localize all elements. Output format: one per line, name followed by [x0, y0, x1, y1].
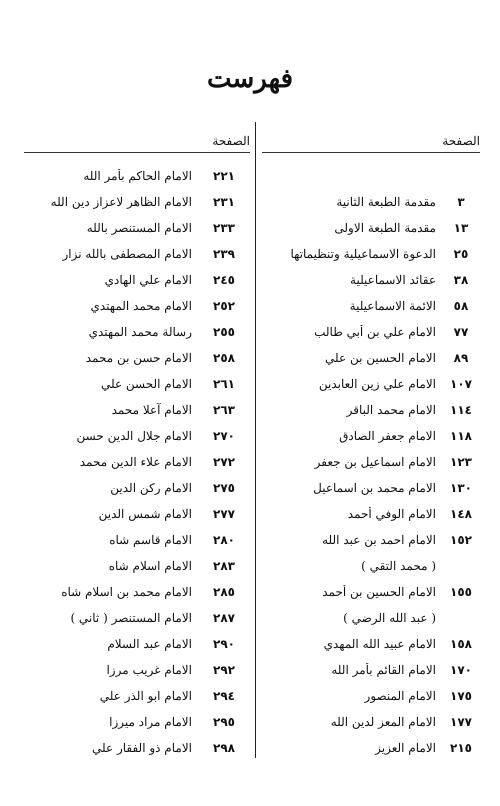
toc-page-number: ٢٥٥	[213, 325, 235, 339]
toc-entry-title: الامام اسماعيل بن جعفر	[314, 455, 436, 469]
toc-entry-title: الامام ابو الذر علي	[99, 689, 192, 703]
toc-entry	[24, 709, 250, 735]
toc-entry-title: الامام المعز لدين الله	[330, 715, 436, 729]
toc-entry-title: رسالة محمد المهتدي	[88, 325, 192, 339]
toc-entry-title: الامام احمد بن عبد الله	[322, 533, 436, 547]
toc-page-number: ٢٨٠	[213, 533, 235, 547]
toc-entry-title: الامام محمد بن اسماعيل	[313, 481, 436, 495]
toc-entry	[262, 345, 480, 371]
toc-entry	[262, 241, 480, 267]
toc-entry-title: الامام محمد الباقر	[346, 403, 436, 417]
toc-entry	[24, 241, 250, 267]
toc-page-number: ٢٧٢	[213, 455, 235, 469]
toc-page-number: ٢٩٢	[213, 663, 235, 677]
toc-page-number: ١١٨	[450, 429, 472, 443]
toc-page-number: ٣٨	[453, 273, 469, 287]
toc-entry	[24, 345, 250, 371]
toc-column-left	[24, 120, 250, 761]
toc-page-number: ٧٧	[453, 325, 469, 339]
toc-entry-title: الامام علاء الدين محمد	[79, 455, 192, 469]
toc-entry-title: الامام اسلام شاه	[108, 559, 192, 573]
toc-entry	[262, 605, 480, 631]
toc-entry	[262, 657, 480, 683]
toc-entry	[262, 631, 480, 657]
toc-page-number: ٢٩٥	[213, 715, 235, 729]
toc-entry-title: الامام عبد السلام	[107, 637, 192, 651]
toc-entry	[262, 449, 480, 475]
toc-entry-title: الامام عبيد الله المهدي	[323, 637, 436, 651]
toc-entry-title: الامام ركن الدين	[110, 481, 192, 495]
toc-page-number: ٢٣١	[213, 195, 235, 209]
toc-entry-title: الامام جعفر الصادق	[339, 429, 436, 443]
toc-page-number: ٥٨	[453, 299, 469, 313]
toc-entry	[262, 735, 480, 761]
toc-entry	[262, 319, 480, 345]
toc-entry	[262, 579, 480, 605]
toc-entry-title: مقدمة الطبعة الثانية	[336, 195, 436, 209]
toc-page-number: ١٧٠	[450, 663, 472, 677]
toc-entry	[262, 293, 480, 319]
toc-entry	[262, 163, 480, 189]
toc-entry-title: الامام المستنصر ( ثاني )	[70, 611, 192, 625]
toc-entry-title: الامام المصطفى بالله نزار	[62, 247, 192, 261]
toc-entry	[24, 449, 250, 475]
toc-entry	[24, 163, 250, 189]
toc-entry-title: الامام محمد المهتدي	[90, 299, 192, 313]
toc-entry	[24, 475, 250, 501]
toc-page-number: ١٥٥	[450, 585, 472, 599]
toc-entry	[24, 631, 250, 657]
toc-entry-title: الدعوة الاسماعيلية وتنظيماتها	[290, 247, 436, 261]
toc-page-number: ٢٨٧	[213, 611, 235, 625]
toc-entry	[24, 215, 250, 241]
toc-entry	[24, 189, 250, 215]
toc-entry-title: ( عبد الله الرضي )	[343, 611, 436, 625]
toc-page-number: ٢٩٠	[213, 637, 235, 651]
toc-page-number: ٢٨٥	[213, 585, 235, 599]
toc-page-number: ٢٦٣	[213, 403, 235, 417]
toc-entry-title: الامام الوفي أحمد	[347, 507, 436, 521]
toc-entry	[262, 371, 480, 397]
toc-page-number: ٣	[457, 195, 465, 209]
toc-page-number: ٨٩	[453, 351, 469, 365]
toc-entry	[262, 423, 480, 449]
toc-entry-title: الامام الحسين بن علي	[325, 351, 436, 365]
toc-page-number: ٢٩٤	[213, 689, 235, 703]
page-header-label: الصفحة	[212, 134, 250, 148]
column-header-left	[24, 120, 250, 153]
toc-entry-title: الامام محمد بن اسلام شاه	[61, 585, 192, 599]
toc-list-right	[262, 163, 480, 761]
toc-entry-title: الامام القائم بأمر الله	[331, 663, 436, 677]
toc-entry-title: الامام آعلا محمد	[111, 403, 192, 417]
column-divider	[255, 122, 256, 758]
toc-entry	[24, 553, 250, 579]
toc-page-number: ٢٨٣	[213, 559, 235, 573]
toc-entry-title: الامام غريب مرزا	[106, 663, 192, 677]
toc-page-number: ٢٤٥	[213, 273, 235, 287]
toc-entry-title: الامام الحسن علي	[100, 377, 192, 391]
toc-entry	[24, 267, 250, 293]
toc-page-number: ٢٦١	[213, 377, 235, 391]
toc-entry	[262, 475, 480, 501]
toc-entry	[24, 579, 250, 605]
toc-page-number: ١٠٧	[450, 377, 472, 391]
toc-page-number: ١٥٨	[450, 637, 472, 651]
toc-entry	[262, 189, 480, 215]
toc-entry-title: الامام المستنصر بالله	[86, 221, 192, 235]
column-header-right	[262, 120, 480, 153]
toc-entry-title: الامام حسن بن محمد	[85, 351, 192, 365]
toc-page-number: ١٧٥	[450, 689, 472, 703]
toc-entry	[24, 501, 250, 527]
toc-entry-title: الامام قاسم شاه	[109, 533, 192, 547]
toc-entry-title: مقدمة الطبعة الاولى	[334, 221, 436, 235]
toc-page-number: ٢٥	[453, 247, 469, 261]
toc-page-number: ٢٧٧	[213, 507, 235, 521]
toc-entry	[262, 709, 480, 735]
toc-list-left	[24, 163, 250, 761]
toc-entry	[24, 605, 250, 631]
toc-page-number: ٢٣٣	[213, 221, 235, 235]
toc-entry-title: الامام علي بن أبي طالب	[314, 325, 436, 339]
toc-entry-title: الامام العزيز	[375, 741, 436, 755]
toc-entry-title: ( محمد التقي )	[361, 559, 436, 573]
toc-page-number: ٢١٥	[450, 741, 472, 755]
toc-entry-title: الامام مراد ميرزا	[109, 715, 192, 729]
toc-page-number: ٢٧٥	[213, 481, 235, 495]
toc-entry	[24, 371, 250, 397]
toc-entry	[262, 267, 480, 293]
toc-entry	[24, 397, 250, 423]
toc-entry-title: الامام ذو الفقار علي	[92, 741, 192, 755]
toc-page-number: ١٣	[453, 221, 469, 235]
toc-entry	[262, 527, 480, 553]
toc-entry-title: الائمة الاسماعيلية	[349, 299, 436, 313]
toc-page-number: ١٢٣	[450, 455, 472, 469]
toc-entry-title: الامام علي الهادي	[104, 273, 192, 287]
toc-entry	[262, 683, 480, 709]
toc-entry-title: الامام المنصور	[364, 689, 436, 703]
toc-entry	[24, 735, 250, 761]
toc-page-number: ٢٥٨	[213, 351, 235, 365]
toc-entry-title: عقائد الاسماعيلية	[350, 273, 436, 287]
toc-entry	[262, 501, 480, 527]
toc-page-number: ١٤٨	[450, 507, 472, 521]
toc-page-number: ١٣٠	[450, 481, 472, 495]
toc-page-number: ١٧٧	[450, 715, 472, 729]
toc-page-number: ١٥٢	[450, 533, 472, 547]
toc-page-number: ٢٥٢	[213, 299, 235, 313]
toc-entry-title: الامام الحسين بن أحمد	[322, 585, 436, 599]
toc-entry	[24, 527, 250, 553]
toc-entry-title: الامام شمس الدين	[98, 507, 192, 521]
toc-entry	[262, 397, 480, 423]
page-header-label: الصفحة	[442, 134, 480, 148]
page-title: فهرست	[206, 64, 294, 94]
toc-entry-title: الامام علي زين العابدين	[318, 377, 436, 391]
toc-page-number: ٢٣٩	[213, 247, 235, 261]
toc-column-right	[262, 120, 480, 761]
toc-entry	[262, 215, 480, 241]
toc-entry	[262, 553, 480, 579]
toc-page-number: ٢٢١	[213, 169, 235, 183]
toc-entry-title: الامام الظاهر لاعزاز دين الله	[50, 195, 192, 209]
toc-entry	[24, 683, 250, 709]
toc-entry	[24, 293, 250, 319]
toc-entry-title: الامام الحاكم بأمر الله	[83, 169, 192, 183]
toc-page-number: ٢٧٠	[213, 429, 235, 443]
toc-entry	[24, 423, 250, 449]
toc-entry	[24, 657, 250, 683]
toc-page-number: ٢٩٨	[213, 741, 235, 755]
toc-page-number: ١١٤	[450, 403, 472, 417]
toc-entry-title: الامام جلال الدين حسن	[76, 429, 192, 443]
toc-entry	[24, 319, 250, 345]
